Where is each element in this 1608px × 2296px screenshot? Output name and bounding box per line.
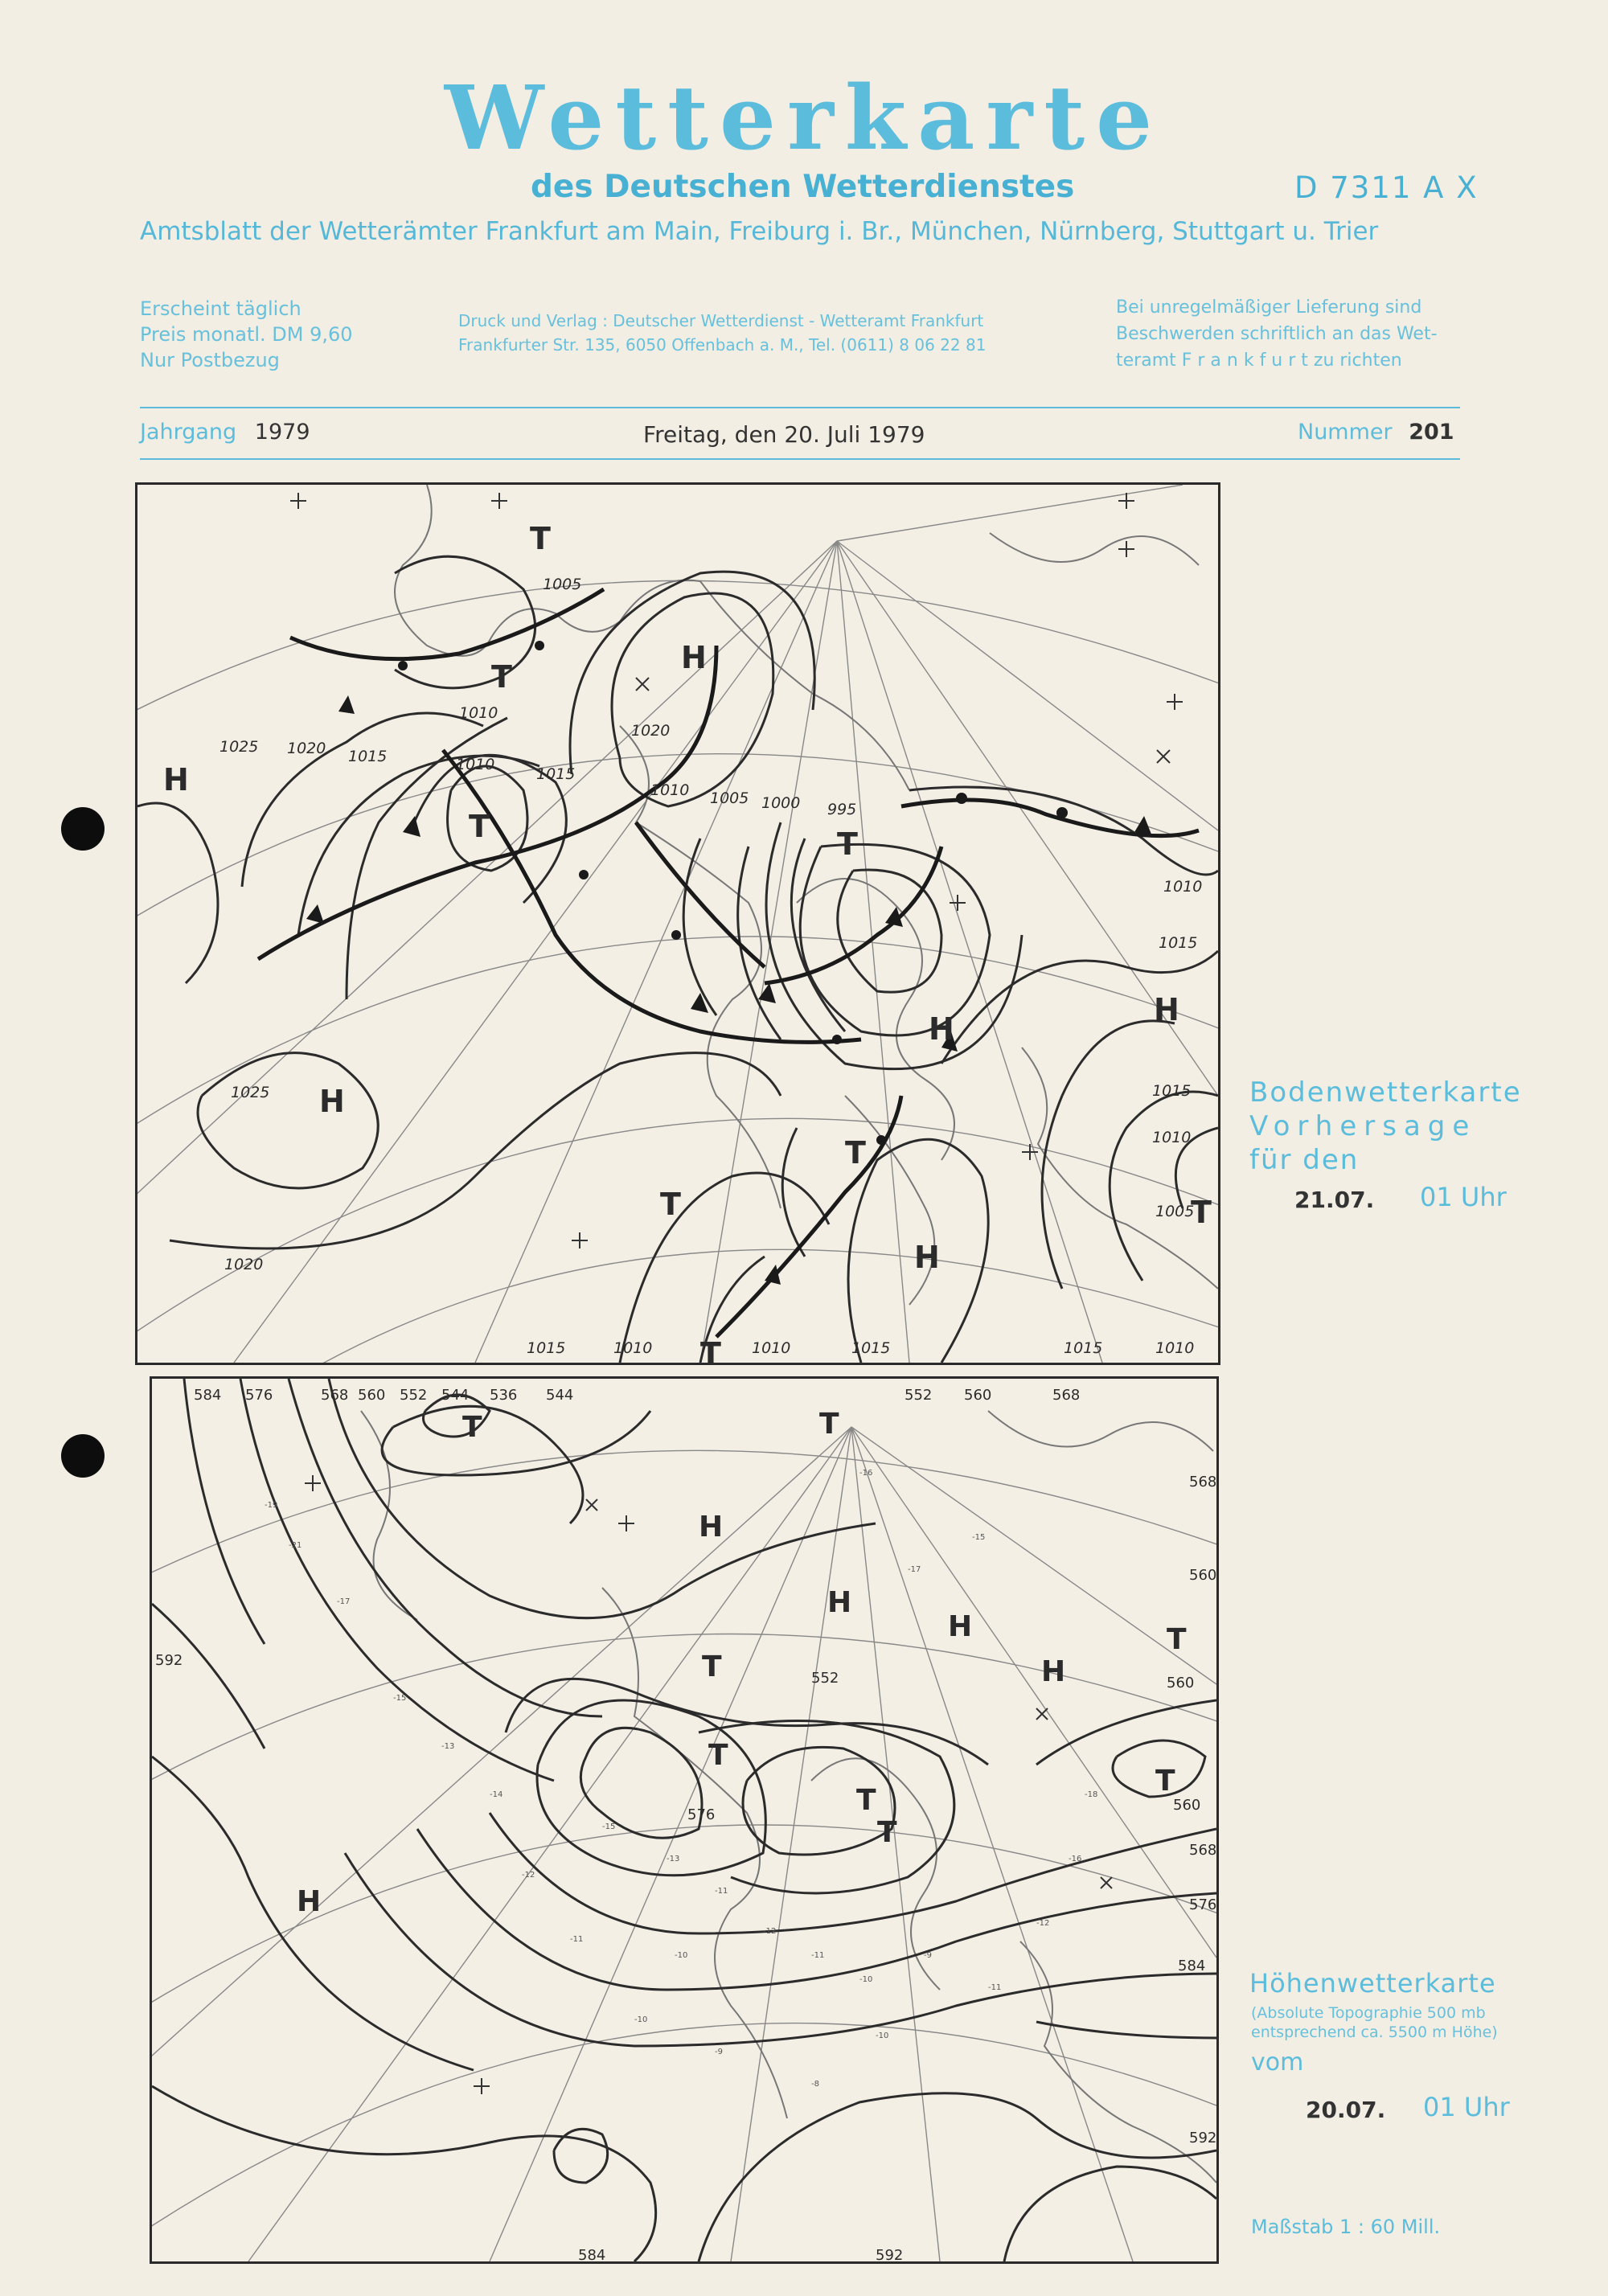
surface-center-9: H xyxy=(1154,992,1179,1027)
publisher-line-2: Frankfurter Str. 135, 6050 Offenbach a. M., Tel. (0611) 8 06 22 81 xyxy=(458,335,987,355)
publication-info-left xyxy=(140,296,353,373)
svg-text:-12: -12 xyxy=(1036,1919,1050,1928)
contour-label-20: 592 xyxy=(155,1652,183,1669)
contour-label-10: 560 xyxy=(964,1387,992,1404)
svg-text:-10: -10 xyxy=(859,1975,873,1984)
contour-label-4: 560 xyxy=(358,1387,386,1404)
upper-map-subtitle xyxy=(1251,2003,1498,2042)
isobar-label-22: 1010 xyxy=(752,1339,791,1357)
contour-label-5: 552 xyxy=(400,1387,428,1404)
contour-label-24: 592 xyxy=(1189,2130,1216,2146)
svg-text:-12: -12 xyxy=(522,1871,535,1880)
svg-text:-21: -21 xyxy=(289,1541,302,1550)
upper-center-8: H xyxy=(297,1885,322,1918)
contour-label-19: 584 xyxy=(1178,1958,1206,1974)
surface-center-14: T xyxy=(1191,1195,1212,1230)
isobar-label-14: 1015 xyxy=(1159,934,1198,952)
isobar-label-3: 1020 xyxy=(631,722,671,740)
upper-map-subtitle-1: (Absolute Topographie 500 mb xyxy=(1251,2004,1486,2022)
svg-text:-11: -11 xyxy=(715,1887,728,1896)
isobar-label-23: 1015 xyxy=(851,1339,891,1357)
svg-text:-10: -10 xyxy=(675,1951,688,1960)
upper-center-5: H xyxy=(1041,1655,1066,1688)
svg-text:-10: -10 xyxy=(876,2032,889,2040)
issue-code: D 7311 A X xyxy=(1294,170,1479,205)
info-frequency: Erscheint täglich xyxy=(140,297,302,320)
svg-text:-11: -11 xyxy=(988,1983,1002,1992)
isobar-label-7: 1010 xyxy=(456,756,495,773)
upper-center-2: T xyxy=(819,1408,839,1441)
isobar-label-12: 995 xyxy=(827,801,857,818)
info-price: Preis monatl. DM 9,60 xyxy=(140,323,353,346)
surface-center-13: H xyxy=(914,1240,940,1275)
surface-center-8: H xyxy=(929,1011,954,1047)
isobar-label-19: 1020 xyxy=(224,1256,264,1273)
isobar-label-5: 1020 xyxy=(287,740,326,757)
isobar-label-15: 1015 xyxy=(1152,1082,1192,1100)
upper-center-9: T xyxy=(856,1784,876,1817)
contour-label-2: 576 xyxy=(245,1387,273,1404)
complaint-info xyxy=(1116,294,1438,374)
upper-center-7: T xyxy=(708,1739,728,1772)
contour-label-14: 568 xyxy=(1189,1474,1216,1490)
contour-label-12: 552 xyxy=(811,1670,839,1687)
svg-text:-11: -11 xyxy=(811,1951,825,1960)
upper-center-12: T xyxy=(1155,1765,1175,1798)
svg-text:-15: -15 xyxy=(602,1822,616,1831)
upper-map-title: Höhenwetterkarte xyxy=(1249,1968,1496,1999)
upper-center-10: T xyxy=(877,1816,897,1849)
svg-text:-17: -17 xyxy=(337,1597,351,1606)
svg-text:-19: -19 xyxy=(265,1501,278,1510)
svg-text:-14: -14 xyxy=(490,1790,503,1799)
punch-hole-top xyxy=(61,807,105,851)
upper-center-11: H xyxy=(948,1610,973,1643)
contour-label-9: 552 xyxy=(904,1387,933,1404)
contour-label-18: 576 xyxy=(1189,1896,1216,1913)
svg-text:-11: -11 xyxy=(570,1935,584,1944)
header-rule-top xyxy=(140,407,1460,408)
complaint-line-1: Bei unregelmäßiger Lieferung sind xyxy=(1116,297,1422,318)
newspaper-title: Wetterkarte xyxy=(444,66,1164,170)
isobar-label-9: 1010 xyxy=(650,781,690,799)
isobar-label-6: 1015 xyxy=(348,748,388,765)
contour-label-6: 544 xyxy=(441,1387,470,1404)
isobar-label-24: 1015 xyxy=(1064,1339,1103,1357)
upper-center-13: T xyxy=(702,1650,722,1683)
map-scale: Maßstab 1 : 60 Mill. xyxy=(1251,2216,1441,2238)
volume-year: 1979 xyxy=(254,420,310,445)
upper-map-time: 01 Uhr xyxy=(1423,2092,1510,2122)
svg-text:-13: -13 xyxy=(667,1855,680,1863)
upper-center-3: H xyxy=(699,1511,724,1544)
surface-center-1: T xyxy=(530,521,551,556)
contour-label-3: 568 xyxy=(321,1387,349,1404)
surface-center-3: T xyxy=(469,809,490,844)
isobar-label-4: 1025 xyxy=(219,738,259,756)
surface-center-6: H xyxy=(163,762,189,797)
complaint-line-2: Beschwerden schriftlich an das Wet- xyxy=(1116,324,1438,344)
surface-map-title: Bodenwetterkarte xyxy=(1249,1076,1522,1109)
upper-center-4: H xyxy=(827,1586,852,1619)
volume-label: Jahrgang xyxy=(140,420,237,445)
contour-label-22: 584 xyxy=(578,2247,606,2261)
isobar-label-8: 1015 xyxy=(536,765,576,783)
isobar-label-11: 1000 xyxy=(761,794,801,812)
surface-center-5: H xyxy=(681,640,707,675)
contour-label-21: 576 xyxy=(687,1806,716,1823)
isobar-label-13: 1010 xyxy=(1163,878,1203,896)
contour-label-1: 584 xyxy=(194,1387,222,1404)
surface-map-drawing xyxy=(137,485,1218,1363)
contour-label-13: 560 xyxy=(1167,1675,1195,1691)
svg-text:-10: -10 xyxy=(634,2015,648,2024)
header-rule-bottom xyxy=(140,458,1460,460)
contour-label-15: 560 xyxy=(1189,1567,1216,1584)
isobar-label-2: 1010 xyxy=(459,704,498,722)
surface-center-2: T xyxy=(491,659,512,695)
surface-center-12: T xyxy=(700,1336,721,1363)
volume xyxy=(140,420,310,445)
svg-text:-8: -8 xyxy=(811,2080,819,2089)
upper-air-weather-map xyxy=(150,1376,1219,2264)
complaint-line-3: teramt F r a n k f u r t zu richten xyxy=(1116,351,1402,371)
surface-center-7: H xyxy=(319,1084,345,1119)
svg-text:-9: -9 xyxy=(715,2048,723,2056)
issue-date: Freitag, den 20. Juli 1979 xyxy=(643,421,925,448)
isobar-label-10: 1005 xyxy=(710,789,749,807)
contour-label-23: 592 xyxy=(876,2247,904,2261)
surface-map-legend xyxy=(1249,1076,1522,1177)
publisher-line-1: Druck und Verlag : Deutscher Wetterdienst - Wetteramt Frankfurt xyxy=(458,311,984,330)
isobar-label-25: 1010 xyxy=(1155,1339,1195,1357)
official-gazette-line: Amtsblatt der Wetterämter Frankfurt am Main, Freiburg i. Br., München, Nürnberg, Stuttgart u. Trier xyxy=(140,217,1379,246)
contour-label-8: 544 xyxy=(546,1387,574,1404)
isobar-label-1: 1005 xyxy=(543,576,582,593)
svg-text:-17: -17 xyxy=(908,1565,921,1574)
newspaper-subtitle: des Deutschen Wetterdienstes xyxy=(531,169,1075,205)
svg-text:-16: -16 xyxy=(859,1469,873,1478)
surface-map-date: 21.07. xyxy=(1294,1187,1375,1213)
surface-center-4: T xyxy=(837,826,858,862)
isobar-label-20: 1015 xyxy=(527,1339,566,1357)
isobar-label-17: 1005 xyxy=(1155,1203,1195,1220)
info-delivery: Nur Postbezug xyxy=(140,349,280,371)
surface-map-for-label: für den xyxy=(1249,1144,1360,1176)
surface-map-forecast: Vorhersage xyxy=(1249,1110,1477,1142)
surface-center-11: T xyxy=(845,1135,866,1171)
isobar-label-21: 1010 xyxy=(613,1339,653,1357)
upper-center-6: T xyxy=(1167,1623,1187,1656)
publisher-info xyxy=(458,309,986,357)
contour-label-7: 536 xyxy=(490,1387,518,1404)
number-label: Nummer xyxy=(1298,420,1393,445)
issue-number xyxy=(1298,420,1454,445)
contour-label-11: 568 xyxy=(1052,1387,1081,1404)
upper-map-date: 20.07. xyxy=(1306,2097,1386,2123)
upper-center-1: T xyxy=(462,1411,482,1444)
upper-map-subtitle-2: entsprechend ca. 5500 m Höhe) xyxy=(1251,2023,1498,2041)
contour-label-17: 568 xyxy=(1189,1842,1216,1859)
surface-weather-map xyxy=(135,482,1220,1365)
svg-text:-15: -15 xyxy=(972,1533,986,1542)
svg-text:-9: -9 xyxy=(924,1951,932,1960)
svg-text:-16: -16 xyxy=(1069,1855,1082,1863)
surface-center-10: T xyxy=(660,1187,681,1222)
isobar-label-16: 1010 xyxy=(1152,1129,1192,1146)
svg-text:-18: -18 xyxy=(1085,1790,1098,1799)
number-value: 201 xyxy=(1409,420,1454,445)
svg-text:-13: -13 xyxy=(441,1742,455,1751)
upper-map-from-label: vom xyxy=(1251,2048,1304,2077)
punch-hole-bottom xyxy=(61,1434,105,1478)
svg-text:-15: -15 xyxy=(393,1694,407,1703)
contour-label-16: 560 xyxy=(1173,1797,1201,1814)
svg-text:-12: -12 xyxy=(763,1927,777,1936)
isobar-label-18: 1025 xyxy=(231,1084,270,1101)
upper-map-drawing xyxy=(152,1379,1216,2261)
surface-map-time: 01 Uhr xyxy=(1420,1182,1507,1212)
